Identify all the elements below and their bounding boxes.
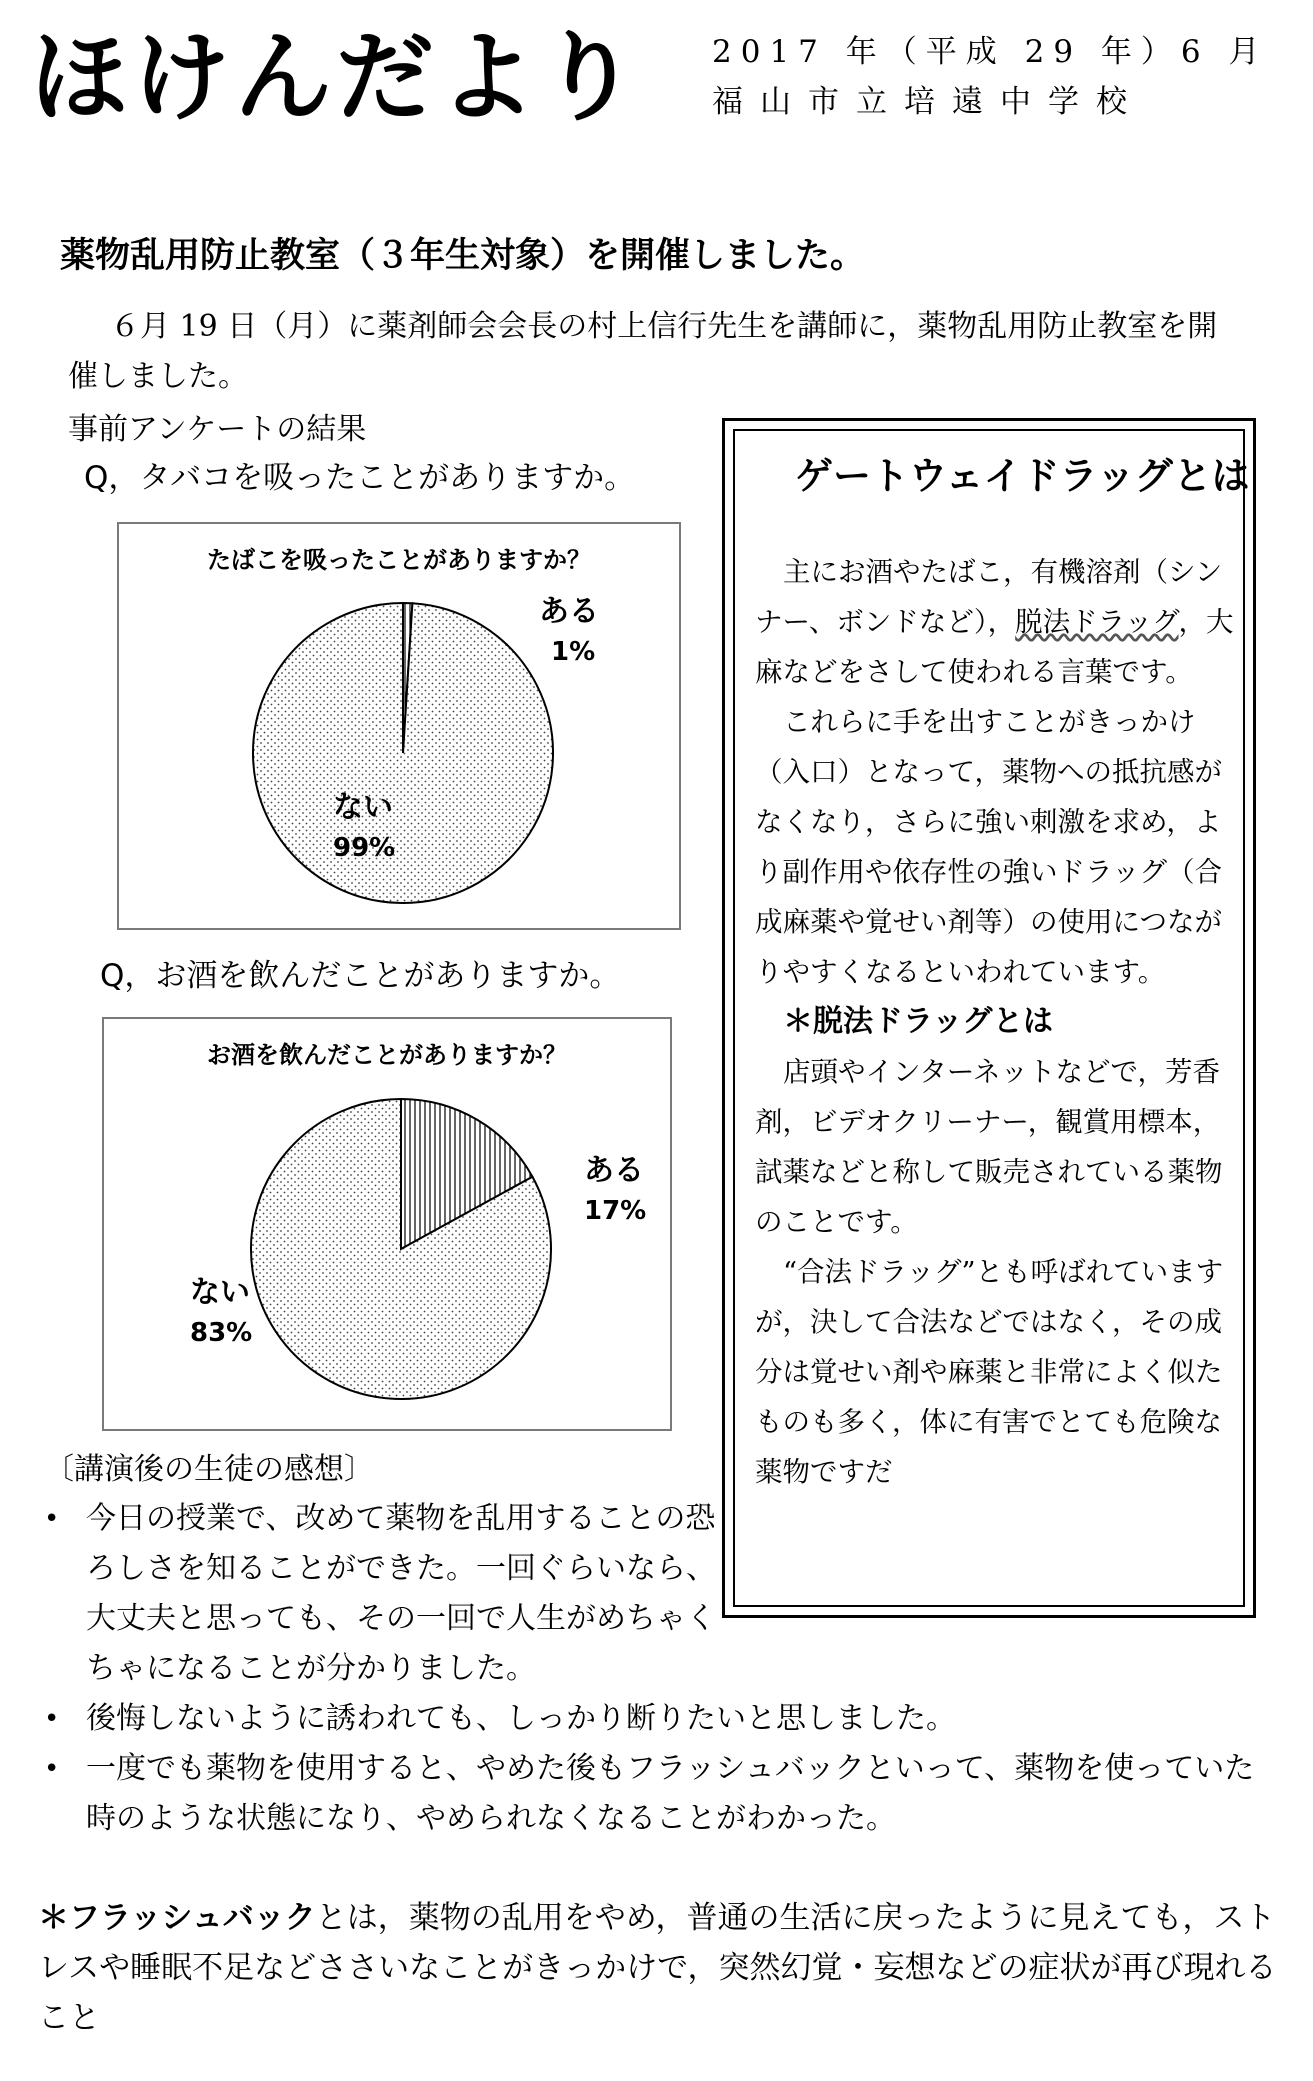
sidebar-paragraph-1 <box>755 547 1239 697</box>
tobacco-pie-chart <box>117 522 681 930</box>
intro-paragraph: ６月 19 日（月）に薬剤師会会長の村上信行先生を講師に，薬物乱用防止教室を開催しました。 <box>68 309 1218 394</box>
tobacco-pie-svg <box>119 524 679 928</box>
impressions-title: 〔講演後の生徒の感想〕 <box>44 1452 374 1487</box>
slice-category-yes: ある <box>584 1153 644 1188</box>
newsletter-title: ほけんだより <box>30 21 643 135</box>
sidebar-title: ゲートウェイドラッグとは <box>795 454 1250 498</box>
list-item <box>44 1744 1266 1844</box>
sidebar-paragraph-2: これらに手を出すことがきっかけ（入口）となって，薬物への抵抗感がなくなり，さらに強い刺激を求め，より副作用や依存性の強いドラッグ（合成麻薬や覚せい剤等）の使用につながりやすくなるといわれています。 <box>755 706 1222 988</box>
slice-label-yes <box>584 1151 646 1231</box>
list-item-text: 一度でも薬物を使用すると、やめた後もフラッシュバックといって、薬物を使っていた時のような状態になり、やめられなくなることがわかった。 <box>86 1751 1255 1836</box>
slice-percent-yes: 17% <box>584 1196 647 1226</box>
list-item-text: 今日の授業で、改めて薬物を乱用することの恐ろしさを知ることができた。一回ぐらいなら、大丈夫と思っても、その一回で人生がめちゃくちゃになることが分かりました。 <box>86 1501 716 1686</box>
chart-title: たばこを吸ったことがありますか？ <box>207 546 591 574</box>
slice-percent-no: 83% <box>190 1318 253 1348</box>
sidebar-text: ，大麻などをさして使われる言葉です。 <box>755 606 1234 688</box>
alcohol-pie-chart <box>102 1017 672 1431</box>
survey-question-alcohol: Q，お酒を飲んだことがありますか。 <box>100 958 621 994</box>
issue-date: 2017 年（平成 29 年）6 月 <box>712 34 1269 70</box>
list-item-text: 後悔しないように誘われても、しっかり断りたいと思しました。 <box>86 1701 956 1736</box>
slice-category-yes: ある <box>539 594 599 629</box>
slice-label-no <box>190 1273 252 1353</box>
sidebar-paragraph-4: “合法ドラッグ”とも呼ばれていますが，決して合法などではなく，その成分は覚せい剤や麻薬と非常によく似たものも多く，体に有害でとても危険な薬物ですだ <box>755 1256 1224 1488</box>
impressions-list <box>44 1494 1274 1844</box>
list-item <box>44 1694 1274 1744</box>
article-headline: 薬物乱用防止教室（３年生対象）を開催しました。 <box>60 236 866 276</box>
article-intro <box>68 302 1228 402</box>
school-name: 福山市立培遠中学校 <box>712 84 1144 120</box>
sidebar-paragraph-3: 店頭やインターネットなどで，芳香剤，ビデオクリーナー，観賞用標本，試薬などと称して販売されている薬物のことです。 <box>755 1056 1223 1238</box>
slice-percent-yes: 1% <box>551 637 596 667</box>
footnote-text: とは，薬物の乱用をやめ，普通の生活に戻ったように見えても，ストレスや睡眠不足などささいなことがきっかけで，突然幻覚・妄想などの症状が再び現れること <box>38 1900 1277 2036</box>
slice-percent-no: 99% <box>333 833 396 863</box>
survey-label: 事前アンケートの結果 <box>68 412 367 447</box>
chart-title: お酒を飲んだことがありますか？ <box>207 1041 567 1069</box>
illegal-drug-term: 脱法ドラッグ <box>1015 606 1179 638</box>
slice-category-no: ない <box>333 790 393 825</box>
sidebar-text: 主にお酒やたばこ，有機溶剤（シンナー、ボンドなど）， <box>755 556 1223 638</box>
gateway-drug-sidebar <box>722 418 1256 1618</box>
footnote-term: ＊フラッシュバック <box>38 1900 316 1936</box>
list-item <box>44 1494 726 1694</box>
sidebar-body <box>755 547 1239 1497</box>
slice-label-no <box>333 788 395 868</box>
slice-category-no: ない <box>190 1275 250 1310</box>
sidebar-subtitle: ＊脱法ドラッグとは <box>783 1004 1053 1039</box>
slice-label-yes <box>539 592 599 672</box>
flashback-footnote <box>38 1893 1278 2043</box>
sidebar-inner-frame <box>733 429 1250 1607</box>
survey-question-tobacco: Q，タバコを吸ったことがありますか。 <box>84 460 636 496</box>
pie-slice-no <box>253 603 553 903</box>
